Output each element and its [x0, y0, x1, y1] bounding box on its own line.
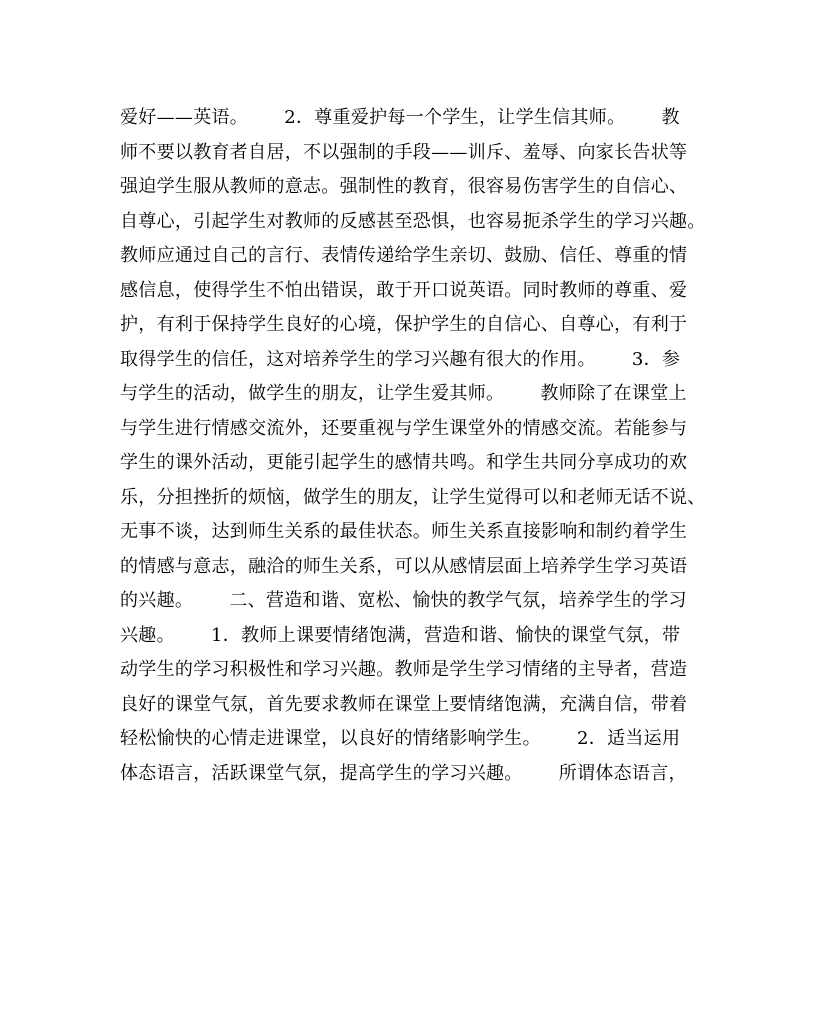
text-line-1: 爱好——英语。 2．尊重爱护每一个学生，让学生信其师。 教 — [120, 107, 680, 128]
text-line-13: 无事不谈，达到师生关系的最佳状态。师生关系直接影响和制约着学生 — [120, 521, 688, 542]
text-line-2: 师不要以教育者自居，不以强制的手段——训斥、羞辱、向家长告状等 — [120, 141, 688, 163]
text-line-12: 乐，分担挫折的烦恼，做学生的朋友，让学生觉得可以和老师无话不说、 — [120, 486, 706, 508]
text-line-3: 强迫学生服从教师的意志。强制性的教育，很容易伤害学生的自信心、 — [120, 176, 688, 197]
text-line-14: 的情感与意志，融洽的师生关系，可以从感情层面上培养学生学习英语 — [120, 555, 688, 577]
text-line-5: 教师应通过自己的言行、表情传递给学生亲切、鼓励、信任、尊重的情 — [120, 245, 688, 266]
text-line-17: 动学生的学习积极性和学习兴趣。教师是学生学习情绪的主导者，营造 — [120, 659, 688, 680]
body-text — [120, 101, 706, 791]
text-line-4: 自尊心，引起学生对教师的反感甚至恐惧，也容易扼杀学生的学习兴趣。 — [120, 210, 706, 232]
text-line-10: 与学生进行情感交流外，还要重视与学生课堂外的情感交流。若能参与 — [120, 417, 688, 439]
text-line-6: 感信息，使得学生不怕出错误，敢于开口说英语。同时教师的尊重、爱 — [120, 279, 688, 301]
text-line-11: 学生的课外活动，更能引起学生的感情共鸣。和学生共同分享成功的欢 — [120, 452, 688, 473]
text-line-18: 良好的课堂气氛，首先要求教师在课堂上要情绪饱满，充满自信，带着 — [120, 693, 688, 715]
text-line-15: 的兴趣。 二、营造和谐、宽松、愉快的教学气氛，培养学生的学习 — [120, 590, 687, 611]
text-line-19: 轻松愉快的心情走进课堂，以良好的情绪影响学生。 2．适当运用 — [120, 728, 681, 749]
text-line-16: 兴趣。 1．教师上课要情绪饱满，营造和谐、愉快的课堂气氛，带 — [120, 624, 681, 646]
text-line-9: 与学生的活动，做学生的朋友，让学生爱其师。 教师除了在课堂上 — [120, 383, 687, 404]
text-line-7: 护，有利于保持学生良好的心境，保护学生的自信心、自尊心，有利于 — [120, 314, 688, 335]
text-line-8: 取得学生的信任，这对培养学生的学习兴趣有很大的作用。 3．参 — [120, 348, 681, 370]
text-line-20: 体态语言，活跃课堂气氛，提高学生的学习兴趣。 所谓体态语言， — [120, 762, 687, 784]
